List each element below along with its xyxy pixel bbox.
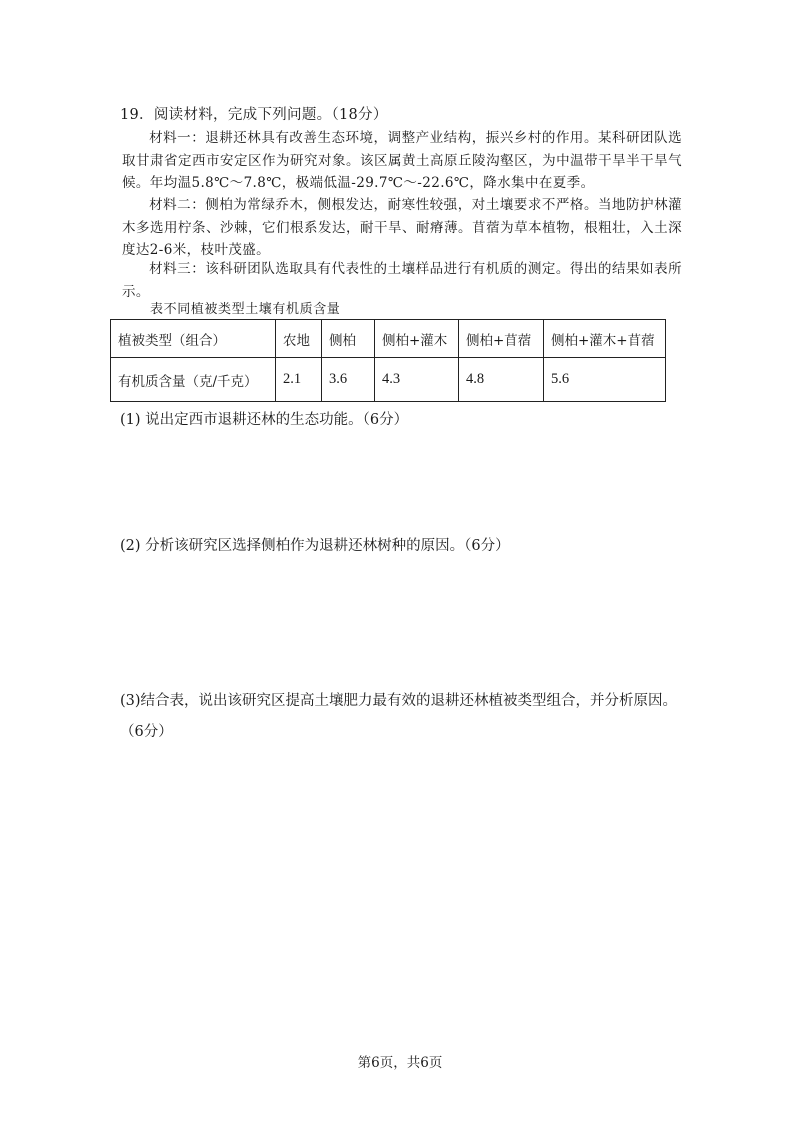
- table-row-label: 有机质含量（克/千克）: [111, 358, 276, 402]
- sub-question-3: (3)结合表，说出该研究区提高土壤肥力最有效的退耕还林植被类型组合，并分析原因。（6分）: [120, 693, 678, 740]
- table-cell: 4.3: [375, 358, 459, 402]
- table-column-header: 侧柏+灌木: [375, 320, 459, 358]
- material-three: [122, 258, 682, 303]
- table-cell: 5.6: [544, 358, 666, 402]
- material-one: [122, 127, 682, 195]
- sub-question-1: (1) 说出定西市退耕还林的生态功能。（6分）: [120, 412, 409, 428]
- table-header-label: 植被类型（组合）: [111, 320, 276, 358]
- table-data-row: [111, 358, 666, 402]
- table-column-header: 侧柏+苜蓿: [459, 320, 544, 358]
- material-two: [122, 194, 682, 262]
- material-three-text: 材料三：该科研团队选取具有代表性的土壤样品进行有机质的测定。得出的结果如表所示。: [122, 261, 682, 300]
- table-caption: 表不同植被类型土壤有机质含量: [150, 302, 341, 317]
- table-cell: 4.8: [459, 358, 544, 402]
- question-heading: 19．阅读材料，完成下列问题。（18分）: [120, 107, 388, 123]
- table-column-header: 农地: [276, 320, 322, 358]
- table-column-header: 侧柏: [322, 320, 375, 358]
- material-one-text: 材料一：退耕还林具有改善生态环境，调整产业结构，振兴乡村的作用。某科研团队选取甘肃省定西市安定区作为研究对象。该区属黄土高原丘陵沟壑区，为中温带干旱半干旱气候。年均温5.8℃～7.8℃，极端低温-29.7℃～-22.6℃，降水集中在夏季。: [122, 130, 682, 191]
- table-header-row: [111, 320, 666, 358]
- table-column-header: 侧柏+灌木+苜蓿: [544, 320, 666, 358]
- table-cell: 3.6: [322, 358, 375, 402]
- table-cell: 2.1: [276, 358, 322, 402]
- material-two-text: 材料二：侧柏为常绿乔木，侧根发达，耐寒性较强，对土壤要求不严格。当地防护林灌木多选用柠条、沙棘，它们根系发达，耐干旱、耐瘠薄。苜蓿为草本植物，根粗壮，入土深度达2-6米，枝叶茂盛。: [122, 197, 682, 258]
- page-footer: 第6页，共6页: [357, 1055, 443, 1071]
- organic-matter-table: [110, 319, 666, 402]
- sub-question-2: (2) 分析该研究区选择侧柏作为退耕还林树种的原因。（6分）: [120, 538, 510, 554]
